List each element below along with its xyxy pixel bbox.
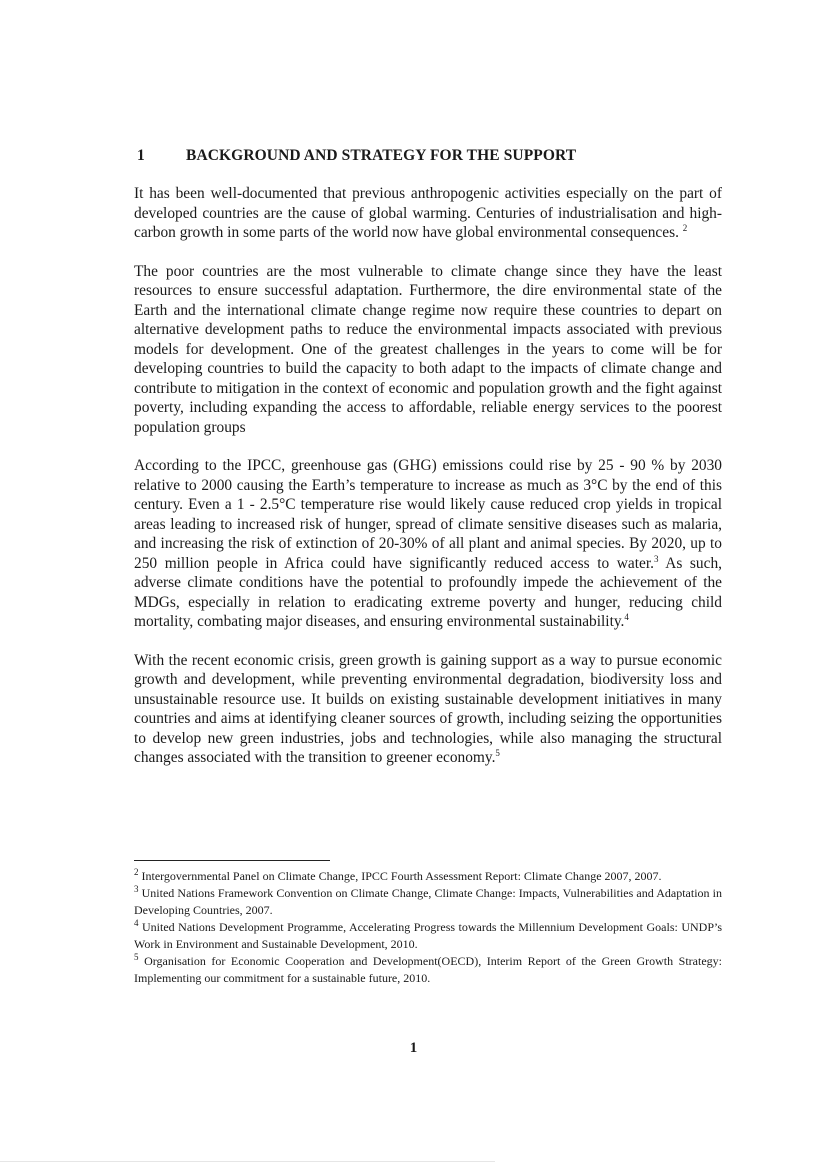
footnote-ref: 3	[653, 553, 659, 564]
paragraph-text: According to the IPCC, greenhouse gas (GHG) emissions could rise by 25 - 90 % by 2030 relative to 2000 causing the Earth’s temperature to increase as much as 3°C by the end of this century. Even a 1 - 2.5°C temperature rise would likely cause reduced crop yields in tropical areas leading to increased risk of hunger, spread of climate sensitive diseases such as malaria, and increasing the risk of extinction of 20-30% of all plant and animal species. By 2020, up to 250 million people in Africa could have significantly reduced access to water.	[134, 457, 722, 572]
section-heading	[137, 147, 576, 165]
footnote	[134, 919, 722, 953]
footnote-text: United Nations Framework Convention on Climate Change, Climate Change: Impacts, Vulnerabilities and Adaptation in Developing Countries, 2007.	[134, 886, 723, 917]
footnote	[134, 953, 722, 987]
footnote-text: United Nations Development Programme, Accelerating Progress towards the Millennium Development Goals: UNDP’s Work in Environment and Sustainable Development, 2010.	[134, 920, 723, 951]
footnote-divider	[134, 860, 330, 861]
footnotes	[134, 868, 722, 987]
footnote-number: 5	[134, 952, 139, 962]
footnote-number: 3	[134, 884, 139, 894]
footnote-ref: 5	[495, 747, 500, 758]
footnote-number: 2	[134, 867, 139, 877]
paragraph-text: With the recent economic crisis, green growth is gaining support as a way to pursue economic growth and development, while preventing environmental degradation, biodiversity loss and unsustainable resource use. It builds on existing sustainable development initiatives in many countries and aims at identifying cleaner sources of growth, including seizing the opportunities to develop new green industries, jobs and technologies, while also managing the structural changes associated with the transition to greener economy.	[134, 651, 722, 766]
paragraph	[134, 262, 722, 438]
footnote-text: Organisation for Economic Cooperation and Development(OECD), Interim Report of the Green Growth Strategy: Implementing our commitment for a sustainable future, 2010.	[134, 954, 722, 985]
page-number: 1	[409, 1040, 418, 1056]
paragraph	[134, 651, 722, 768]
paragraph-text: It has been well-documented that previous anthropogenic activities especially on the part of developed countries are the cause of global warming. Centuries of industrialisation and high-carbon growth in some parts of the world now have global environmental consequences.	[134, 185, 722, 241]
footnote-ref: 4	[624, 611, 629, 622]
section-title: BACKGROUND AND STRATEGY FOR THE SUPPORT	[186, 147, 577, 164]
footnote	[134, 885, 722, 919]
paragraph-text: As such, adverse climate conditions have the potential to profoundly impede the achievement of the MDGs, especially in relation to eradicating extreme poverty and hunger, reducing child mortality, combating major diseases, and ensuring environmental sustainability.	[134, 554, 722, 630]
paragraph	[134, 184, 722, 243]
scan-artifact-line	[0, 1161, 495, 1162]
paragraph-text: The poor countries are the most vulnerable to climate change since they have the least resources to ensure successful adaptation. Furthermore, the dire environmental state of the Earth and the international climate change regime now require these countries to depart on alternative development paths to reduce the environmental impacts associated with previous models for development. One of the greatest challenges in the years to come will be for developing countries to build the capacity to both adapt to the impacts of climate change and contribute to mitigation in the context of economic and population growth and the fight against poverty, including expanding the access to affordable, reliable energy services to the poorest population groups	[134, 262, 722, 436]
body-text	[134, 184, 722, 787]
footnote-ref: 2	[682, 222, 688, 233]
section-number: 1	[137, 147, 145, 164]
footnote-text: Intergovernmental Panel on Climate Change, IPCC Fourth Assessment Report: Climate Change 2007, 2007.	[141, 869, 662, 883]
paragraph	[134, 456, 722, 632]
footnote-number: 4	[134, 918, 139, 928]
footnote	[134, 868, 722, 885]
